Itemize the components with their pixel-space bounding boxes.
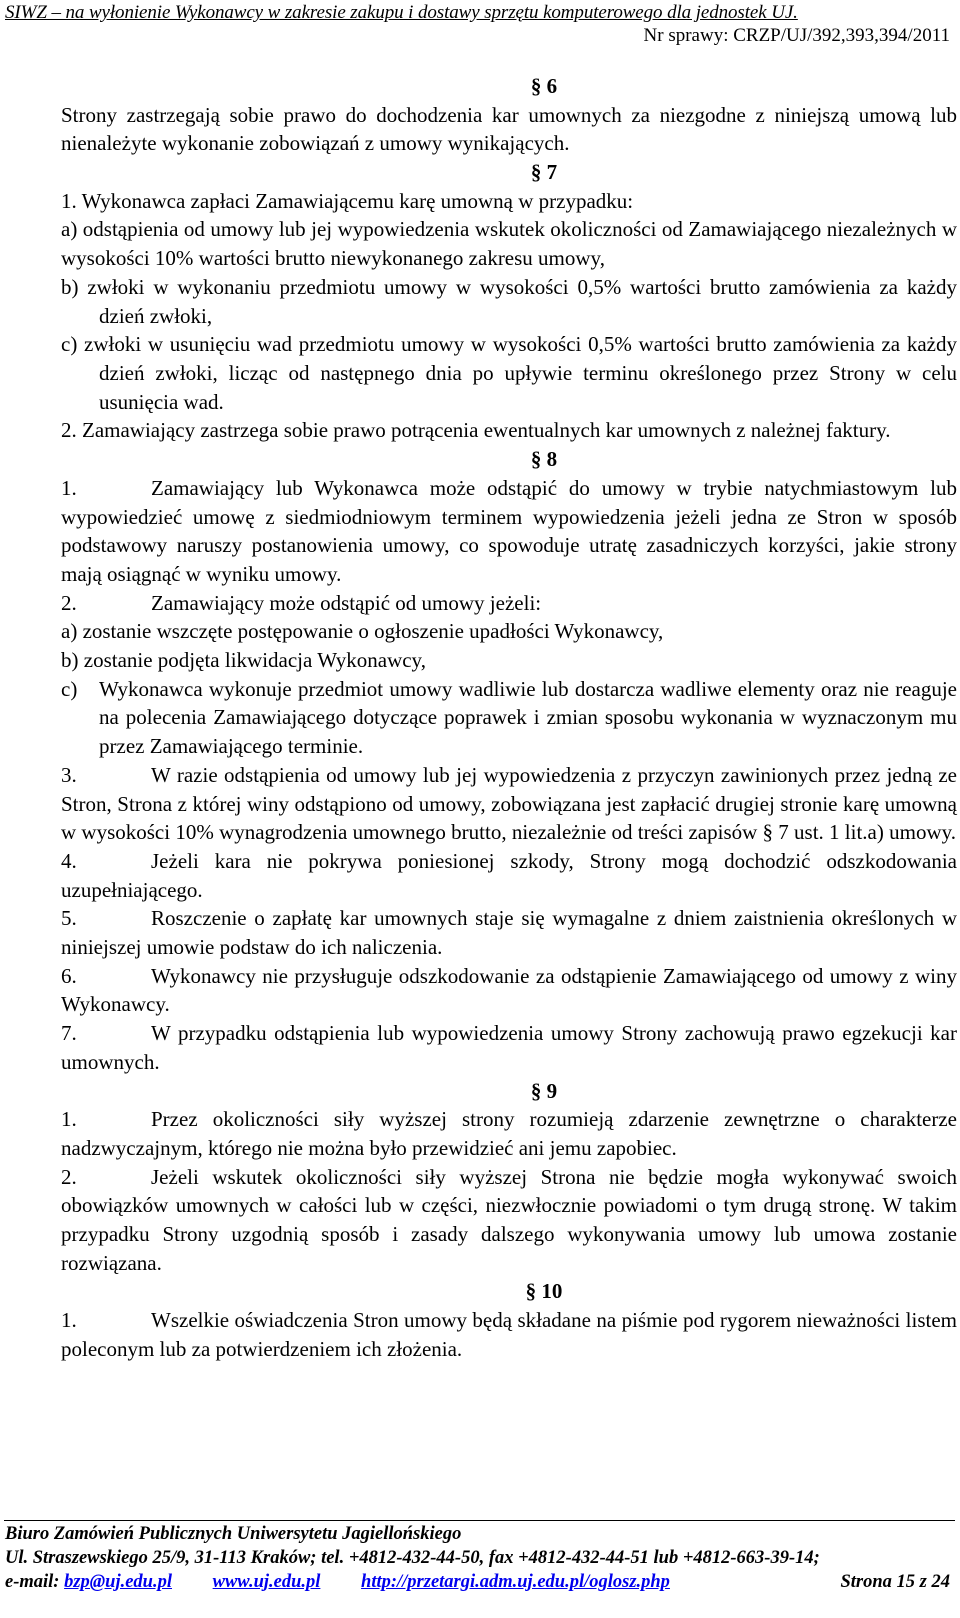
section-8-paragraph-1: [61, 474, 957, 589]
email-link[interactable]: bzp@uj.edu.pl: [64, 1572, 172, 1592]
paragraph-text: Przez okoliczności siły wyższej strony rozumieją zdarzenie zewnętrzne o charakterze nadzwyczajnym, którego nie można było przewidzieć ani jemu zapobiec.: [61, 1107, 957, 1160]
footer-contacts: [5, 1572, 950, 1593]
paragraph-number: 1.: [61, 475, 77, 500]
paragraph-number: 1.: [61, 1308, 77, 1333]
paragraph-text: Jeżeli kara nie pokrywa poniesionej szkody, Strony mogą dochodzić odszkodowania uzupełniającego.: [61, 848, 957, 902]
page-header: [0, 0, 960, 52]
section-8-item-b: b) zostanie podjęta likwidacja Wykonawcy,: [61, 648, 426, 673]
paragraph-number: 6.: [61, 963, 77, 988]
email-label: e-mail:: [5, 1572, 60, 1592]
section-8-item-a: a) zostanie wszczęte postępowanie o ogłoszenie upadłości Wykonawcy,: [61, 619, 664, 644]
section-8-paragraph-4: [61, 847, 957, 904]
paragraph-text: Roszczenie o zapłatę kar umownych staje się wymagalne z dniem zaistnienia określonych w niniejszej umowie podstaw do ich naliczenia.: [61, 906, 957, 960]
section-9-paragraph-2: [61, 1163, 957, 1278]
section-8-paragraph-2: [61, 589, 957, 618]
section-8-paragraph-3: [61, 761, 957, 847]
paragraph-number: 7.: [61, 1021, 77, 1046]
section-heading-10: § 10: [525, 1279, 563, 1304]
paragraph-number: 5.: [61, 906, 77, 931]
page-number: Strona 15 z 24: [840, 1572, 950, 1592]
section-8-paragraph-6: [61, 962, 957, 1019]
paragraph-number: 1.: [61, 1107, 77, 1132]
section-7-item-b: b) zwłoki w wykonaniu przedmiotu umowy w wysokości 0,5% wartości brutto zamówienia za każdy dzień zwłoki,: [61, 274, 957, 328]
item-label: c): [61, 676, 78, 701]
paragraph-text: Wykonawcy nie przysługuje odszkodowanie za odstąpienie Zamawiającego od umowy z winy Wykonawcy.: [61, 963, 957, 1017]
document-body: [61, 72, 957, 1364]
paragraph-number: 2.: [61, 590, 77, 615]
tenders-link[interactable]: http://przetargi.adm.uj.edu.pl/oglosz.php: [361, 1572, 670, 1592]
document-title: SIWZ – na wyłonienie Wykonawcy w zakresie zakupu i dostawy sprzętu komputerowego dla jednostek UJ.: [5, 2, 798, 23]
section-8-paragraph-5: [61, 904, 957, 961]
paragraph-text: Zamawiający lub Wykonawca może odstąpić do umowy w trybie natychmiastowym lub wypowiedzieć umowę z siedmiodniowym terminem wypowiedzenia jeżeli jedna ze Stron w sposób podstawowy naruszy postanowienia umowy, co spowoduje utratę zasadniczych korzyści, jakie strony mają osiągnąć w wyniku umowy.: [61, 475, 957, 586]
section-heading-9: § 9: [530, 1078, 558, 1103]
section-heading-7: § 7: [530, 160, 558, 185]
paragraph-number: 4.: [61, 848, 77, 873]
section-8-paragraph-7: [61, 1019, 957, 1076]
section-7-item-c: c) zwłoki w usunięciu wad przedmiotu umowy w wysokości 0,5% wartości brutto zamówienia za każdy dzień zwłoki, licząc od następnego dnia po upływie terminu określonego przez Strony w celu usunięcia wad.: [61, 332, 957, 414]
section-6-text: Strony zastrzegają sobie prawo do dochodzenia kar umownych za niezgodne z niniejszą umową lub nienależyte wykonanie zobowiązań z umowy wynikających.: [61, 102, 957, 156]
footer-office: Biuro Zamówień Publicznych Uniwersytetu Jagiellońskiego: [5, 1524, 462, 1544]
paragraph-text: W przypadku odstąpienia lub wypowiedzenia umowy Strony zachowują prawo egzekucji kar umownych.: [61, 1021, 957, 1074]
paragraph-text: Jeżeli wskutek okoliczności siły wyższej Strona nie będzie mogła wykonywać swoich obowiązków umownych w całości lub w części, niezwłocznie powiadomi o tym drugą stronę. W takim przypadku Strony uzgodnią sposób i zasady dalszego wykonywania umowy lub umowa zostanie rozwiązana.: [61, 1164, 957, 1275]
website-link[interactable]: www.uj.edu.pl: [212, 1572, 321, 1592]
section-7-item-a: a) odstąpienia od umowy lub jej wypowiedzenia wskutek okoliczności od Zamawiającego niezależnych w wysokości 10% wartości brutto niewykonanego zakresu umowy,: [61, 217, 957, 271]
section-7-paragraph-2: 2. Zamawiający zastrzega sobie prawo potrącenia ewentualnych kar umownych z należnej faktury.: [61, 418, 891, 443]
paragraph-text: Zamawiający może odstąpić od umowy jeżeli:: [151, 590, 542, 615]
item-text: Wykonawca wykonuje przedmiot umowy wadliwie lub dostarcza wadliwe elementy oraz nie reaguje na polecenia Zamawiającego dotyczące poprawek i zmian sposobu wykonania w wyznaczonym mu przez Zamawiającego terminie.: [99, 676, 957, 759]
section-7-paragraph-1: 1. Wykonawca zapłaci Zamawiającemu karę umowną w przypadku:: [61, 188, 634, 213]
footer-address: Ul. Straszewskiego 25/9, 31-113 Kraków; tel. +4812-432-44-50, fax +4812-432-44-51 lub +4812-663-39-14;: [5, 1548, 820, 1568]
paragraph-number: 2.: [61, 1164, 77, 1189]
paragraph-text: Wszelkie oświadczenia Stron umowy będą składane na piśmie pod rygorem nieważności listem poleconym lub za potwierdzeniem ich złożenia.: [61, 1308, 957, 1361]
section-10-paragraph-1: [61, 1306, 957, 1363]
paragraph-text: W razie odstąpienia od umowy lub jej wypowiedzenia z przyczyn zawinionych przez jedną ze Stron, Strona z której winy odstąpiono od umowy, zobowiązana jest zapłacić drugiej stronie karę umowną w wysokości 10% wynagrodzenia umownego brutto, niezależnie od treści zapisów § 7 ust. 1 lit.a) umowy.: [61, 762, 957, 845]
section-8-item-c: [61, 675, 957, 761]
section-heading-8: § 8: [530, 447, 558, 472]
section-heading-6: § 6: [530, 74, 558, 98]
footer-divider: [4, 1520, 955, 1521]
paragraph-number: 3.: [61, 762, 77, 787]
section-9-paragraph-1: [61, 1105, 957, 1162]
case-number: Nr sprawy: CRZP/UJ/392,393,394/2011: [643, 25, 950, 46]
